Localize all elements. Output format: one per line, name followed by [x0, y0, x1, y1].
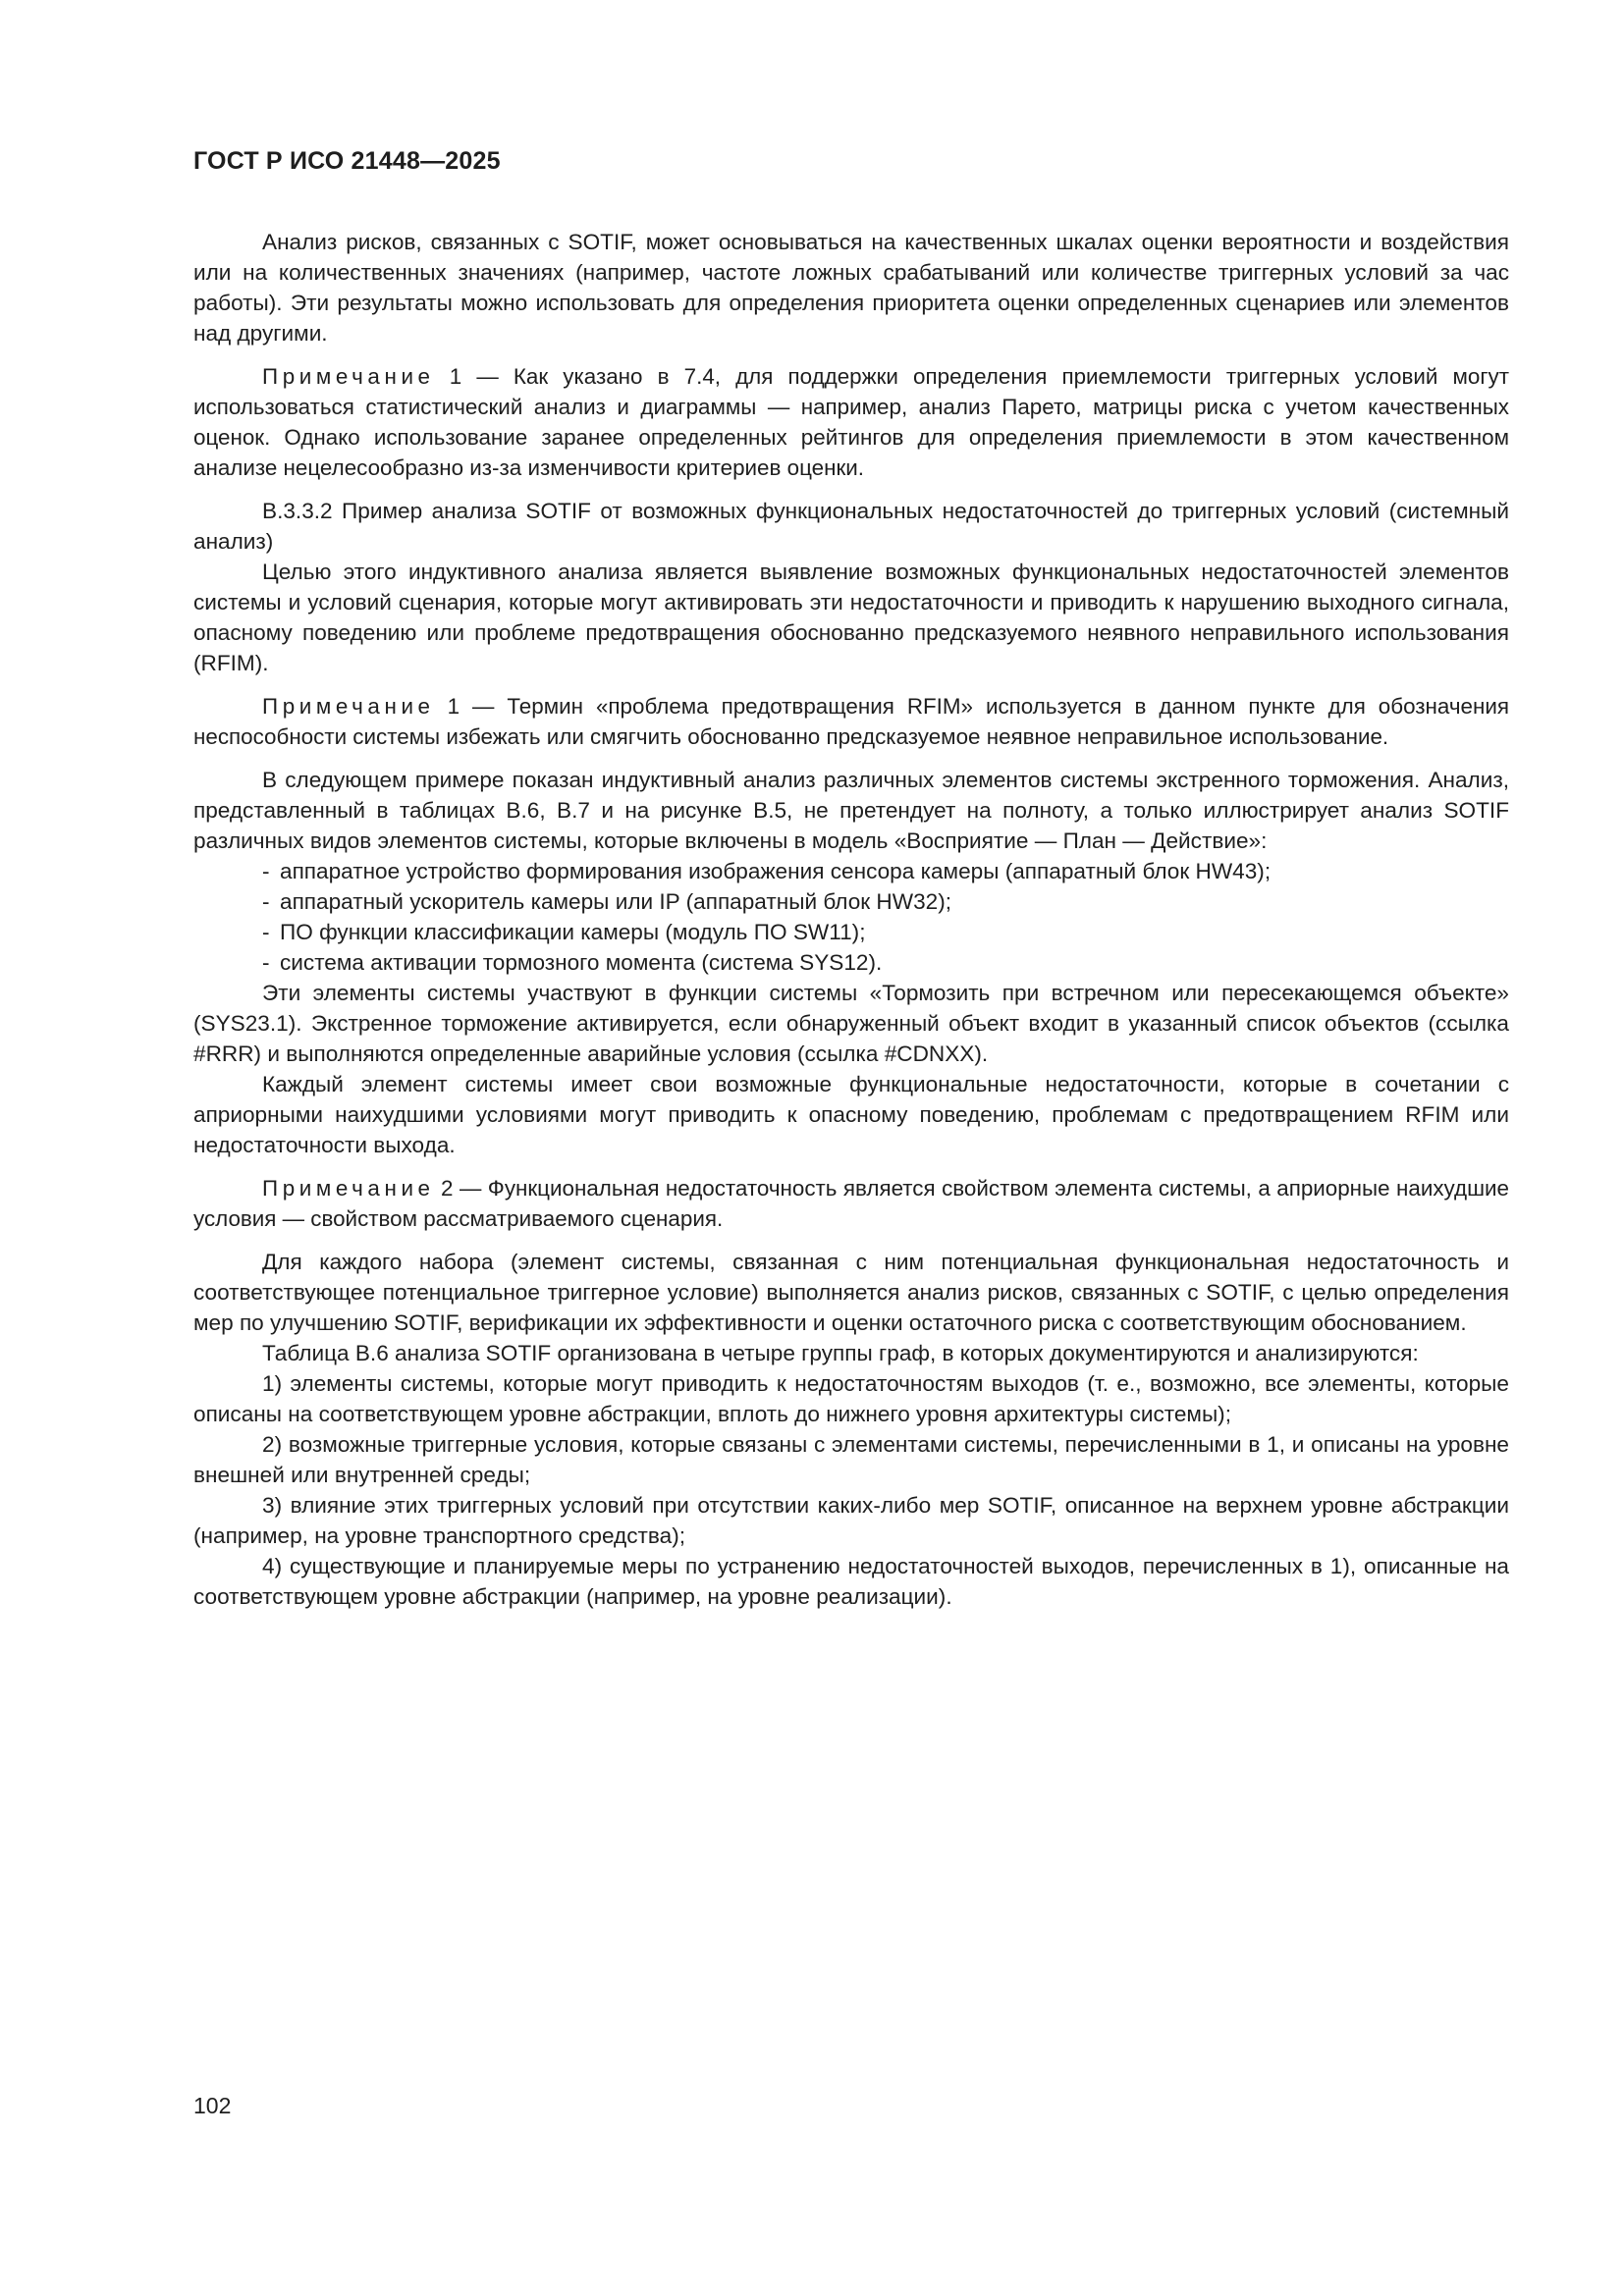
note-text: 1 — Как указано в 7.4, для поддержки определения приемлемости триггерных условий могут использоваться статистический анализ и диаграммы — например, анализ Парето, матрицы риска с учетом качественных оценок. Однако использование заранее определенных рейтингов для определения приемлемости в этом качественном анализе нецелесообразно из-за изменчивости критериев оценки. [193, 364, 1509, 480]
paragraph-risk-analysis: Анализ рисков, связанных с SOTIF, может основываться на качественных шкалах оценки вероятности и воздействия или на количественных значениях (например, частоте ложных срабатываний или количестве триггерных условий за час работы). Эти результаты можно использовать для определения приоритета оценки определенных сценариев или элементов над другими. [193, 230, 1509, 346]
note-text: 2 — Функциональная недостаточность является свойством элемента системы, а априорные наихудшие условия — свойством рассматриваемого сценария. [193, 1176, 1509, 1231]
note-label: Примечание [262, 1176, 435, 1201]
list-dash: - [262, 889, 270, 914]
numbered-item: 2) возможные триггерные условия, которые связаны с элементами системы, перечисленными в 1, и описаны на уровне внешней или внутренней среды; [193, 1432, 1509, 1487]
page-number: 102 [193, 2093, 232, 2118]
section-heading-b3-3-2: B.3.3.2 Пример анализа SOTIF от возможных функциональных недостаточностей до триггерных условий (системный анализ) [193, 499, 1509, 554]
note-label: Примечание [262, 694, 435, 719]
document-header: ГОСТ Р ИСО 21448—2025 [193, 147, 501, 175]
note-label: Примечание [262, 364, 435, 389]
list-item: - ПО функции классификации камеры (модуль ПО SW11); [193, 917, 1509, 947]
note-1-pareto [193, 361, 1509, 483]
numbered-item: 3) влияние этих триггерных условий при отсутствии каких-либо мер SOTIF, описанное на верхнем уровне абстракции (например, на уровне транспортного средства); [193, 1493, 1509, 1548]
list-item: - аппаратный ускоритель камеры или IP (аппаратный блок HW32); [193, 886, 1509, 917]
paragraph-insufficiencies: Каждый элемент системы имеет свои возможные функциональные недостаточности, которые в сочетании с априорными наихудшими условиями могут приводить к опасному поведению, проблемам с предотвращением RFIM или недостаточности выхода. [193, 1072, 1509, 1157]
paragraph-risk-set: Для каждого набора (элемент системы, связанная с ним потенциальная функциональная недостаточность и соответствующее потенциальное триггерное условие) выполняется анализ рисков, связанных с SOTIF, с целью определения мер по улучшению SOTIF, верификации их эффективности и оценки остаточного риска с соответствующим обоснованием. [193, 1250, 1509, 1335]
numbered-item: 1) элементы системы, которые могут приводить к недостаточностям выходов (т. е., возможно, все элементы, которые описаны на соответствующем уровне абстракции, вплоть до нижнего уровня архитектуры системы); [193, 1371, 1509, 1426]
list-item: - аппаратное устройство формирования изображения сенсора камеры (аппаратный блок HW43); [193, 856, 1509, 886]
paragraph-inductive-analysis: Целью этого индуктивного анализа является выявление возможных функциональных недостаточностей элементов системы и условий сценария, которые могут активировать эти недостаточности и приводить к нарушению выходного сигнала, опасному поведению или проблеме предотвращения обоснованно предсказуемого неявного неправильного использования (RFIM). [193, 560, 1509, 675]
list-dash: - [262, 950, 270, 975]
list-item: - система активации тормозного момента (система SYS12). [193, 947, 1509, 978]
list-dash: - [262, 859, 270, 883]
numbered-item: 4) существующие и планируемые меры по устранению недостаточностей выходов, перечисленных в 1), описанные на соответствующем уровне абстракции (например, на уровне реализации). [193, 1554, 1509, 1609]
note-2 [193, 1173, 1509, 1234]
paragraph-table-b6: Таблица B.6 анализа SOTIF организована в четыре группы граф, в которых документируются и анализируются: [262, 1341, 1419, 1365]
element-list [193, 856, 1509, 978]
document-body [193, 227, 1509, 1612]
paragraph-system-function: Эти элементы системы участвуют в функции системы «Тормозить при встречном или пересекающемся объекте» (SYS23.1). Экстренное торможение активируется, если обнаруженный объект входит в указанный список объектов (ссылка #RRR) и выполняются определенные аварийные условия (ссылка #CDNXX). [193, 981, 1509, 1066]
list-dash: - [262, 920, 270, 944]
note-1-rfim [193, 691, 1509, 752]
paragraph-example-intro: В следующем примере показан индуктивный анализ различных элементов системы экстренного торможения. Анализ, представленный в таблицах B.6, B.7 и на рисунке B.5, не претендует на полноту, а только иллюстрирует анализ SOTIF различных видов элементов системы, которые включены в модель «Восприятие — План — Действие»: [193, 768, 1509, 853]
note-text: 1 — Термин «проблема предотвращения RFIM» используется в данном пункте для обозначения неспособности системы избежать или смягчить обоснованно предсказуемое неявное неправильное использование. [193, 694, 1509, 749]
